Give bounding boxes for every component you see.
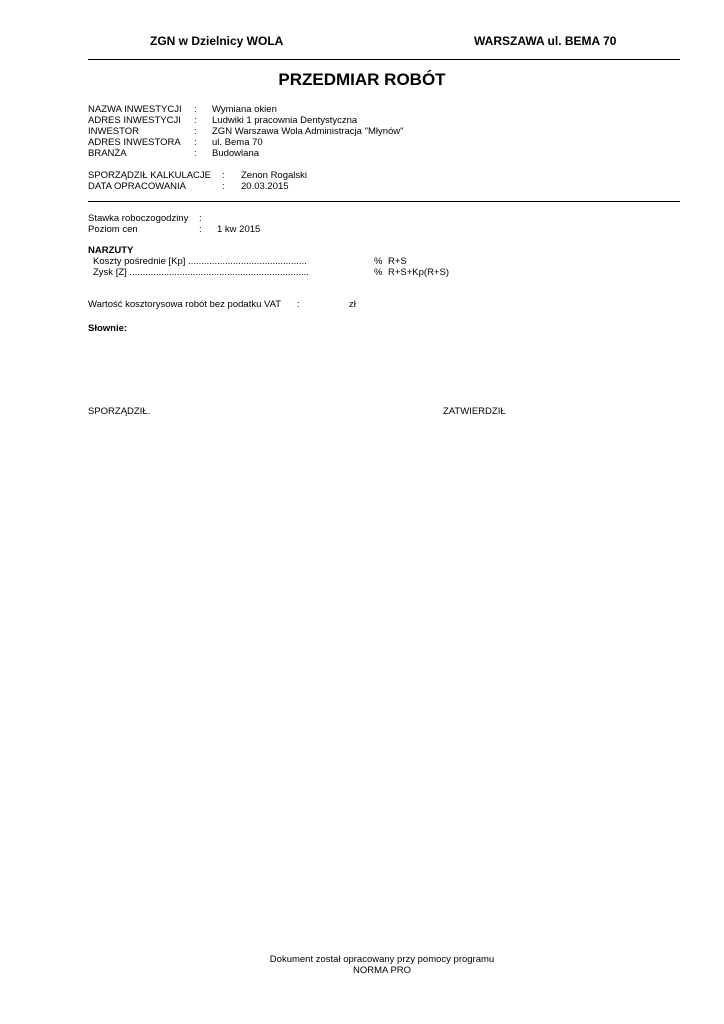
info-colon: :: [194, 126, 197, 137]
cost-value-label: Wartość kosztorysowa robót bez podatku VAT: [88, 299, 282, 310]
info-value: Zenon Rogalski: [241, 170, 308, 181]
surcharge-label-indirect: Koszty pośrednie [Kp] .............................................: [93, 256, 307, 267]
info-label: DATA OPRACOWANIA: [88, 181, 187, 192]
info-label: NAZWA INWESTYCJI: [88, 104, 182, 115]
document-title: PRZEDMIAR ROBÓT: [278, 70, 446, 89]
signature-prepared: SPORZĄDZIŁ.: [88, 406, 151, 417]
header-organization: ZGN w Dzielnicy WOLA: [150, 34, 284, 48]
info-value: Ludwiki 1 pracownia Dentystyczna: [212, 115, 358, 126]
info-value: ul. Bema 70: [212, 137, 263, 148]
surcharge-label-profit: Zysk [Z] ....................................................................: [93, 267, 309, 278]
footer-line-2: NORMA PRO: [352, 965, 412, 976]
info-label: Stawka roboczogodziny: [88, 213, 189, 224]
signature-approved: ZATWIERDZIŁ: [443, 406, 506, 417]
info-value: ZGN Warszawa Wola Administracja "Młynów": [212, 126, 404, 137]
info-colon: :: [194, 115, 197, 126]
info-colon: :: [194, 137, 197, 148]
info-value: Wymiana okien: [212, 104, 277, 115]
info-colon: :: [199, 224, 202, 235]
info-colon: :: [222, 181, 225, 192]
info-label: INWESTOR: [88, 126, 140, 137]
cost-value-currency: zł: [349, 299, 356, 310]
info-colon: :: [199, 213, 202, 224]
info-label: ADRES INWESTORA: [88, 137, 181, 148]
info-label: Poziom cen: [88, 224, 138, 235]
info-colon: :: [194, 104, 197, 115]
info-label: ADRES INWESTYCJI: [88, 115, 181, 126]
info-colon: :: [194, 148, 197, 159]
header-address: WARSZAWA ul. BEMA 70: [474, 34, 617, 48]
info-colon: :: [222, 170, 225, 181]
info-value: Budowlana: [212, 148, 260, 159]
footer-line-1: Dokument został opracowany przy pomocy programu: [269, 954, 495, 965]
header-divider: [88, 59, 680, 60]
in-words-label: Słownie:: [88, 323, 128, 334]
info-label: BRANŻA: [88, 148, 127, 159]
surcharge-unit: %: [374, 267, 383, 278]
surcharge-unit: %: [374, 256, 383, 267]
section-divider: [88, 201, 680, 202]
info-label: SPORZĄDZIŁ KALKULACJE: [88, 170, 212, 181]
info-value: 1 kw 2015: [217, 224, 261, 235]
surcharges-title: NARZUTY: [88, 245, 134, 256]
cost-value-colon: :: [297, 299, 300, 310]
surcharge-base: R+S: [388, 256, 407, 267]
info-value: 20.03.2015: [241, 181, 289, 192]
surcharge-base: R+S+Kp(R+S): [388, 267, 449, 278]
